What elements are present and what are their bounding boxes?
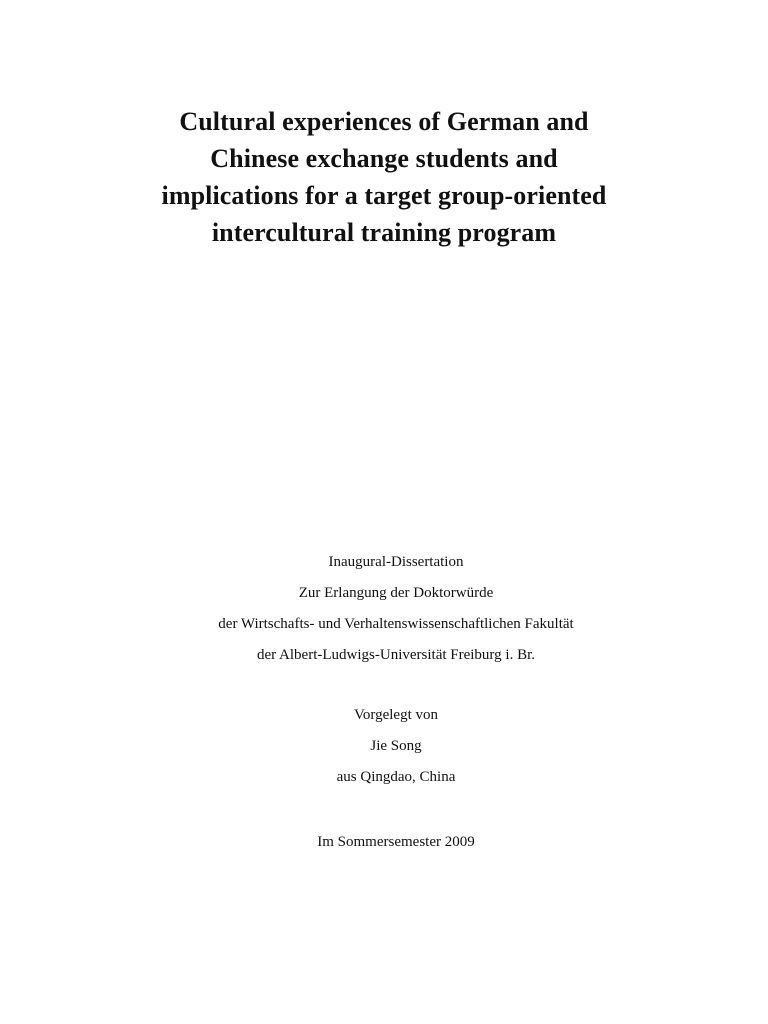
degree-purpose: Zur Erlangung der Doktorwürde [298, 585, 494, 601]
title-line-4: intercultural training program [211, 218, 557, 247]
document-title [84, 103, 684, 251]
title-line-2: Chinese exchange students and [210, 144, 558, 173]
author-origin: aus Qingdao, China [336, 769, 456, 785]
university-name: der Albert-Ludwigs-Universität Freiburg i. Br. [256, 647, 535, 663]
title-line-1: Cultural experiences of German and [179, 107, 589, 136]
faculty-name: der Wirtschafts- und Verhaltenswissenschaftlichen Fakultät [218, 616, 574, 632]
author-block [96, 700, 696, 793]
dissertation-type: Inaugural-Dissertation [328, 554, 464, 570]
submitted-by-label: Vorgelegt von [353, 707, 439, 723]
submission-statement [96, 547, 696, 671]
semester-block [96, 827, 696, 858]
author-name: Jie Song [370, 738, 422, 754]
semester-text: Im Sommersemester 2009 [317, 834, 475, 850]
title-line-3: implications for a target group-oriented [161, 181, 607, 210]
